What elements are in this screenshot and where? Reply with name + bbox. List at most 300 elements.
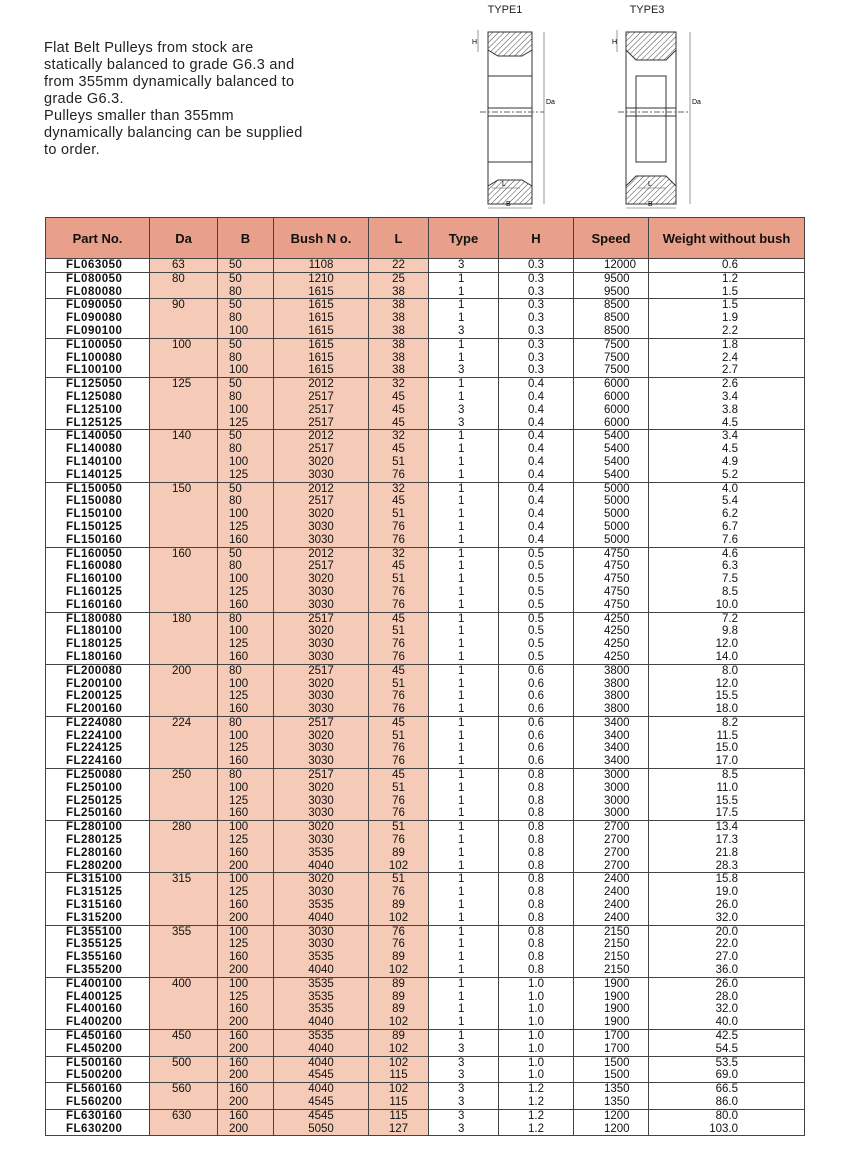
weight-cell: 6.7	[649, 521, 805, 534]
part-no-cell: FL180160	[46, 651, 150, 664]
type1-h-label: H	[472, 39, 478, 46]
speed-cell: 3000	[574, 769, 649, 782]
bush-no-cell: 3535	[274, 1030, 369, 1043]
type-cell: 1	[429, 299, 499, 312]
da-cell	[150, 755, 218, 768]
part-no-cell: FL200100	[46, 678, 150, 691]
bush-no-cell: 4040	[274, 1056, 369, 1069]
speed-cell: 3800	[574, 678, 649, 691]
da-cell: 355	[150, 925, 218, 938]
l-cell: 89	[369, 899, 429, 912]
h-cell: 0.6	[499, 742, 574, 755]
b-cell: 125	[218, 690, 274, 703]
bush-no-cell: 2012	[274, 482, 369, 495]
speed-cell: 1700	[574, 1043, 649, 1056]
l-cell: 76	[369, 795, 429, 808]
table-row	[46, 964, 805, 977]
b-cell: 200	[218, 1123, 274, 1136]
type-cell: 1	[429, 443, 499, 456]
type-cell: 1	[429, 469, 499, 482]
speed-cell: 4750	[574, 560, 649, 573]
da-cell: 100	[150, 338, 218, 351]
h-cell: 0.3	[499, 325, 574, 338]
l-cell: 89	[369, 847, 429, 860]
da-cell: 140	[150, 430, 218, 443]
h-cell: 0.5	[499, 560, 574, 573]
weight-cell: 2.4	[649, 352, 805, 365]
part-no-cell: FL280100	[46, 821, 150, 834]
h-cell: 0.3	[499, 312, 574, 325]
da-cell: 90	[150, 299, 218, 312]
speed-cell: 8500	[574, 312, 649, 325]
da-cell	[150, 938, 218, 951]
h-cell: 1.0	[499, 1030, 574, 1043]
b-cell: 100	[218, 821, 274, 834]
table-row	[46, 651, 805, 664]
h-cell: 0.5	[499, 638, 574, 651]
h-cell: 0.5	[499, 586, 574, 599]
l-cell: 51	[369, 821, 429, 834]
da-cell: 180	[150, 612, 218, 625]
bush-no-cell: 3020	[274, 456, 369, 469]
da-cell: 80	[150, 272, 218, 285]
intro-paragraph-2: Pulleys smaller than 355mm dynamically balancing can be supplied to order.	[44, 108, 303, 158]
da-cell	[150, 391, 218, 404]
h-cell: 0.4	[499, 469, 574, 482]
table-row	[46, 312, 805, 325]
table-row	[46, 664, 805, 677]
b-cell: 160	[218, 1003, 274, 1016]
part-no-cell: FL315200	[46, 912, 150, 925]
part-no-cell: FL400125	[46, 991, 150, 1004]
b-cell: 80	[218, 664, 274, 677]
part-no-cell: FL250100	[46, 782, 150, 795]
b-cell: 200	[218, 1016, 274, 1029]
weight-cell: 2.2	[649, 325, 805, 338]
table-row	[46, 1043, 805, 1056]
part-no-cell: FL140080	[46, 443, 150, 456]
table-row	[46, 1123, 805, 1136]
table-row	[46, 678, 805, 691]
l-cell: 115	[369, 1109, 429, 1122]
table-row	[46, 586, 805, 599]
bush-no-cell: 4040	[274, 860, 369, 873]
l-cell: 76	[369, 886, 429, 899]
weight-cell: 15.8	[649, 873, 805, 886]
b-cell: 50	[218, 299, 274, 312]
l-cell: 76	[369, 742, 429, 755]
l-cell: 76	[369, 703, 429, 716]
b-cell: 80	[218, 495, 274, 508]
speed-cell: 1900	[574, 977, 649, 990]
part-no-cell: FL224080	[46, 716, 150, 729]
type-cell: 1	[429, 508, 499, 521]
weight-cell: 4.0	[649, 482, 805, 495]
h-cell: 0.3	[499, 272, 574, 285]
l-cell: 76	[369, 651, 429, 664]
l-cell: 76	[369, 690, 429, 703]
speed-cell: 5000	[574, 534, 649, 547]
weight-cell: 15.5	[649, 795, 805, 808]
type-cell: 1	[429, 873, 499, 886]
h-cell: 0.4	[499, 482, 574, 495]
l-cell: 25	[369, 272, 429, 285]
l-cell: 115	[369, 1069, 429, 1082]
type-cell: 1	[429, 456, 499, 469]
weight-cell: 26.0	[649, 977, 805, 990]
table-row	[46, 364, 805, 377]
table-row	[46, 951, 805, 964]
da-cell	[150, 404, 218, 417]
type-cell: 1	[429, 1016, 499, 1029]
da-cell	[150, 586, 218, 599]
type-cell: 3	[429, 1083, 499, 1096]
part-no-cell: FL560200	[46, 1096, 150, 1109]
b-cell: 160	[218, 899, 274, 912]
speed-cell: 9500	[574, 286, 649, 299]
weight-cell: 86.0	[649, 1096, 805, 1109]
b-cell: 100	[218, 573, 274, 586]
type-cell: 1	[429, 847, 499, 860]
l-cell: 32	[369, 547, 429, 560]
b-cell: 80	[218, 391, 274, 404]
h-cell: 0.6	[499, 730, 574, 743]
l-cell: 45	[369, 417, 429, 430]
type1-l-label: L	[502, 181, 506, 188]
speed-cell: 6000	[574, 391, 649, 404]
bush-no-cell: 2517	[274, 716, 369, 729]
type-cell: 1	[429, 977, 499, 990]
part-no-cell: FL150100	[46, 508, 150, 521]
type-cell: 1	[429, 769, 499, 782]
l-cell: 115	[369, 1096, 429, 1109]
bush-no-cell: 3030	[274, 938, 369, 951]
weight-cell: 11.0	[649, 782, 805, 795]
b-cell: 80	[218, 443, 274, 456]
type-cell: 3	[429, 404, 499, 417]
b-cell: 100	[218, 873, 274, 886]
weight-cell: 20.0	[649, 925, 805, 938]
da-cell	[150, 625, 218, 638]
bush-no-cell: 2517	[274, 612, 369, 625]
speed-cell: 1900	[574, 1016, 649, 1029]
speed-cell: 2400	[574, 873, 649, 886]
table-row	[46, 299, 805, 312]
part-no-cell: FL500200	[46, 1069, 150, 1082]
da-cell	[150, 638, 218, 651]
l-cell: 45	[369, 495, 429, 508]
weight-cell: 3.4	[649, 430, 805, 443]
table-row	[46, 286, 805, 299]
type-cell: 1	[429, 703, 499, 716]
weight-cell: 53.5	[649, 1056, 805, 1069]
h-cell: 1.0	[499, 1003, 574, 1016]
speed-cell: 2400	[574, 886, 649, 899]
part-no-cell: FL080080	[46, 286, 150, 299]
b-cell: 160	[218, 651, 274, 664]
bush-no-cell: 3535	[274, 847, 369, 860]
type-cell: 1	[429, 964, 499, 977]
b-cell: 100	[218, 325, 274, 338]
da-cell	[150, 899, 218, 912]
b-cell: 160	[218, 807, 274, 820]
table-row	[46, 742, 805, 755]
table-header-row	[46, 218, 805, 259]
bush-no-cell: 1615	[274, 286, 369, 299]
speed-cell: 6000	[574, 404, 649, 417]
weight-cell: 3.4	[649, 391, 805, 404]
h-cell: 0.6	[499, 664, 574, 677]
da-cell	[150, 912, 218, 925]
table-row	[46, 443, 805, 456]
da-cell	[150, 443, 218, 456]
table-row	[46, 560, 805, 573]
part-no-cell: FL315100	[46, 873, 150, 886]
h-cell: 0.8	[499, 807, 574, 820]
h-cell: 0.8	[499, 847, 574, 860]
part-no-cell: FL450160	[46, 1030, 150, 1043]
b-cell: 160	[218, 1056, 274, 1069]
bush-no-cell: 3020	[274, 821, 369, 834]
da-cell	[150, 1016, 218, 1029]
type-cell: 3	[429, 1123, 499, 1136]
part-no-cell: FL125080	[46, 391, 150, 404]
weight-cell: 17.3	[649, 834, 805, 847]
weight-cell: 69.0	[649, 1069, 805, 1082]
table-row	[46, 886, 805, 899]
h-cell: 0.4	[499, 508, 574, 521]
table-row	[46, 391, 805, 404]
weight-cell: 7.6	[649, 534, 805, 547]
part-no-cell: FL355160	[46, 951, 150, 964]
bush-no-cell: 3020	[274, 508, 369, 521]
weight-cell: 54.5	[649, 1043, 805, 1056]
part-no-cell: FL355200	[46, 964, 150, 977]
weight-cell: 2.6	[649, 378, 805, 391]
h-cell: 0.8	[499, 834, 574, 847]
speed-cell: 9500	[574, 272, 649, 285]
l-cell: 38	[369, 338, 429, 351]
part-no-cell: FL280125	[46, 834, 150, 847]
da-cell	[150, 469, 218, 482]
header-h: H	[499, 218, 574, 259]
weight-cell: 15.0	[649, 742, 805, 755]
part-no-cell: FL160160	[46, 599, 150, 612]
part-no-cell: FL280200	[46, 860, 150, 873]
da-cell: 63	[150, 259, 218, 273]
h-cell: 0.4	[499, 417, 574, 430]
table-row	[46, 912, 805, 925]
bush-no-cell: 4545	[274, 1096, 369, 1109]
h-cell: 1.2	[499, 1109, 574, 1122]
weight-cell: 28.3	[649, 860, 805, 873]
table-row	[46, 1003, 805, 1016]
speed-cell: 3000	[574, 807, 649, 820]
type-cell: 1	[429, 599, 499, 612]
b-cell: 125	[218, 938, 274, 951]
da-cell	[150, 847, 218, 860]
speed-cell: 2700	[574, 821, 649, 834]
b-cell: 100	[218, 925, 274, 938]
h-cell: 0.8	[499, 951, 574, 964]
header-b: B	[218, 218, 274, 259]
type-cell: 1	[429, 899, 499, 912]
weight-cell: 4.6	[649, 547, 805, 560]
bush-no-cell: 2517	[274, 560, 369, 573]
table-row	[46, 716, 805, 729]
weight-cell: 36.0	[649, 964, 805, 977]
l-cell: 51	[369, 782, 429, 795]
table-row	[46, 417, 805, 430]
type-cell: 1	[429, 651, 499, 664]
bush-no-cell: 3030	[274, 886, 369, 899]
bush-no-cell: 2012	[274, 378, 369, 391]
weight-cell: 9.8	[649, 625, 805, 638]
type-cell: 1	[429, 338, 499, 351]
da-cell	[150, 560, 218, 573]
table-row	[46, 547, 805, 560]
l-cell: 102	[369, 1056, 429, 1069]
type-cell: 1	[429, 664, 499, 677]
weight-cell: 40.0	[649, 1016, 805, 1029]
l-cell: 51	[369, 625, 429, 638]
bush-no-cell: 1210	[274, 272, 369, 285]
da-cell: 160	[150, 547, 218, 560]
b-cell: 100	[218, 508, 274, 521]
bush-no-cell: 3535	[274, 977, 369, 990]
table-row	[46, 807, 805, 820]
da-cell	[150, 860, 218, 873]
h-cell: 0.4	[499, 495, 574, 508]
b-cell: 50	[218, 338, 274, 351]
bush-no-cell: 2517	[274, 769, 369, 782]
weight-cell: 27.0	[649, 951, 805, 964]
da-cell: 400	[150, 977, 218, 990]
speed-cell: 3000	[574, 795, 649, 808]
type1-diagram	[470, 4, 560, 214]
l-cell: 76	[369, 534, 429, 547]
b-cell: 100	[218, 678, 274, 691]
h-cell: 0.4	[499, 391, 574, 404]
speed-cell: 2150	[574, 938, 649, 951]
speed-cell: 3400	[574, 755, 649, 768]
l-cell: 76	[369, 521, 429, 534]
bush-no-cell: 2517	[274, 664, 369, 677]
type-cell: 1	[429, 951, 499, 964]
da-cell	[150, 1123, 218, 1136]
l-cell: 45	[369, 612, 429, 625]
b-cell: 160	[218, 951, 274, 964]
bush-no-cell: 1615	[274, 338, 369, 351]
part-no-cell: FL125100	[46, 404, 150, 417]
type-cell: 3	[429, 1069, 499, 1082]
type-cell: 3	[429, 417, 499, 430]
da-cell	[150, 417, 218, 430]
da-cell	[150, 991, 218, 1004]
h-cell: 1.0	[499, 977, 574, 990]
h-cell: 0.8	[499, 795, 574, 808]
type-cell: 1	[429, 1030, 499, 1043]
part-no-cell: FL090100	[46, 325, 150, 338]
speed-cell: 4750	[574, 547, 649, 560]
weight-cell: 8.5	[649, 769, 805, 782]
header-speed: Speed	[574, 218, 649, 259]
da-cell	[150, 651, 218, 664]
type-cell: 1	[429, 1003, 499, 1016]
l-cell: 32	[369, 378, 429, 391]
bush-no-cell: 3030	[274, 690, 369, 703]
part-no-cell: FL250160	[46, 807, 150, 820]
weight-cell: 10.0	[649, 599, 805, 612]
table-row	[46, 404, 805, 417]
l-cell: 38	[369, 312, 429, 325]
bush-no-cell: 4040	[274, 1043, 369, 1056]
type-cell: 1	[429, 495, 499, 508]
b-cell: 125	[218, 417, 274, 430]
speed-cell: 12000	[574, 259, 649, 273]
weight-cell: 22.0	[649, 938, 805, 951]
da-cell: 560	[150, 1083, 218, 1096]
part-no-cell: FL140100	[46, 456, 150, 469]
weight-cell: 1.8	[649, 338, 805, 351]
weight-cell: 11.5	[649, 730, 805, 743]
speed-cell: 2700	[574, 860, 649, 873]
speed-cell: 1500	[574, 1069, 649, 1082]
bush-no-cell: 3030	[274, 703, 369, 716]
l-cell: 76	[369, 755, 429, 768]
part-no-cell: FL100050	[46, 338, 150, 351]
bush-no-cell: 3535	[274, 951, 369, 964]
type3-l-label: L	[648, 181, 652, 188]
bush-no-cell: 4040	[274, 1016, 369, 1029]
l-cell: 45	[369, 404, 429, 417]
part-no-cell: FL080050	[46, 272, 150, 285]
type-cell: 3	[429, 325, 499, 338]
l-cell: 38	[369, 325, 429, 338]
bush-no-cell: 3020	[274, 573, 369, 586]
header-type: Type	[429, 218, 499, 259]
type-cell: 1	[429, 925, 499, 938]
da-cell	[150, 573, 218, 586]
speed-cell: 1350	[574, 1083, 649, 1096]
bush-no-cell: 3030	[274, 755, 369, 768]
b-cell: 200	[218, 1043, 274, 1056]
bush-no-cell: 3020	[274, 678, 369, 691]
table-row	[46, 469, 805, 482]
weight-cell: 17.0	[649, 755, 805, 768]
h-cell: 1.0	[499, 1043, 574, 1056]
type3-drawing	[612, 4, 712, 214]
da-cell: 224	[150, 716, 218, 729]
l-cell: 76	[369, 638, 429, 651]
part-no-cell: FL100100	[46, 364, 150, 377]
type-cell: 1	[429, 782, 499, 795]
type-cell: 1	[429, 821, 499, 834]
speed-cell: 5400	[574, 443, 649, 456]
l-cell: 51	[369, 456, 429, 469]
b-cell: 125	[218, 886, 274, 899]
part-no-cell: FL140050	[46, 430, 150, 443]
part-no-cell: FL160100	[46, 573, 150, 586]
bush-no-cell: 4545	[274, 1069, 369, 1082]
b-cell: 125	[218, 742, 274, 755]
weight-cell: 4.5	[649, 443, 805, 456]
type-cell: 1	[429, 286, 499, 299]
type-cell: 1	[429, 391, 499, 404]
l-cell: 45	[369, 664, 429, 677]
da-cell	[150, 742, 218, 755]
bush-no-cell: 2517	[274, 495, 369, 508]
